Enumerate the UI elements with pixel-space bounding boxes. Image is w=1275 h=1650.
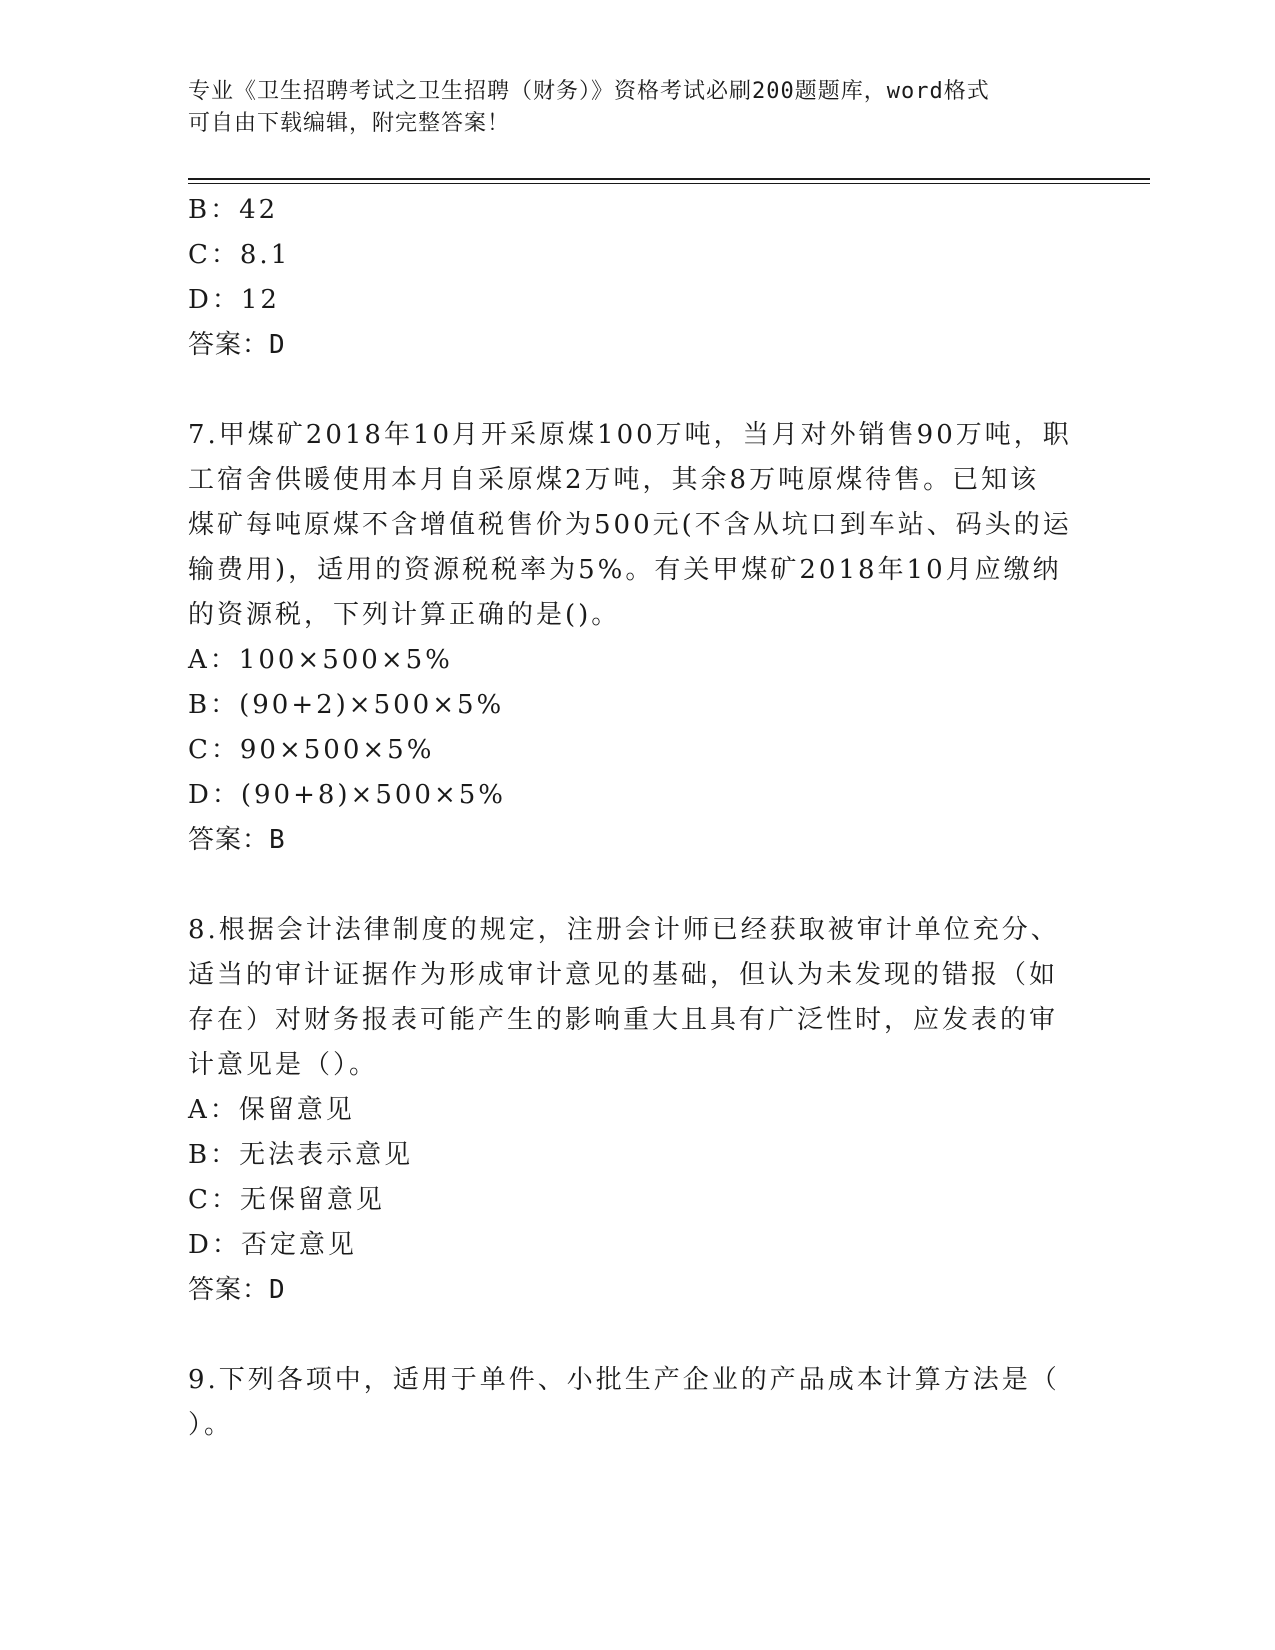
header-divider-thick — [188, 178, 1150, 180]
option-d: D：(90+8)×500×5% — [188, 780, 506, 810]
question-text-line: 8.根据会计法律制度的规定，注册会计师已经获取被审计单位充分、 — [188, 915, 1060, 945]
spacer — [188, 1313, 1088, 1358]
header-divider-thin — [188, 183, 1150, 184]
question-text-line: ）。 — [188, 1410, 234, 1440]
question-text-line: 适当的审计证据作为形成审计意见的基础，但认为未发现的错报（如 — [188, 960, 1059, 990]
question-text-line: 的资源税，下列计算正确的是()。 — [188, 600, 621, 630]
question-text-line: 计意见是（）。 — [188, 1050, 379, 1080]
prev-question — [188, 188, 1088, 368]
spacer — [188, 863, 1088, 908]
question-7 — [188, 413, 1088, 863]
header-line-2: 可自由下载编辑，附完整答案！ — [188, 111, 511, 136]
option-d: D：12 — [188, 285, 280, 315]
question-text-line: 存在）对财务报表可能产生的影响重大且具有广泛性时，应发表的审 — [188, 1005, 1059, 1035]
option-b: B：无法表示意见 — [188, 1140, 414, 1170]
question-9 — [188, 1358, 1088, 1448]
question-text-line: 9.下列各项中，适用于单件、小批生产企业的产品成本计算方法是（ — [188, 1365, 1060, 1395]
option-c: C：90×500×5% — [188, 735, 435, 765]
question-text-line: 7.甲煤矿2018年10月开采原煤100万吨，当月对外销售90万吨，职 — [188, 420, 1072, 450]
question-text-line: 煤矿每吨原煤不含增值税售价为500元(不含从坑口到车站、码头的运 — [188, 510, 1072, 540]
question-text-line: 工宿舍供暖使用本月自采原煤2万吨，其余8万吨原煤待售。已知该 — [188, 465, 1040, 495]
spacer — [188, 368, 1088, 413]
question-text-line: 输费用)，适用的资源税税率为5%。有关甲煤矿2018年10月应缴纳 — [188, 555, 1062, 585]
option-d: D：否定意见 — [188, 1230, 357, 1260]
document-header — [188, 76, 1068, 140]
answer-line: 答案：B — [188, 825, 286, 855]
answer-line: 答案：D — [188, 330, 286, 360]
question-8 — [188, 908, 1088, 1313]
option-a: A：保留意见 — [188, 1095, 355, 1125]
option-b: B：42 — [188, 195, 279, 225]
option-a: A：100×500×5% — [188, 645, 453, 675]
header-line-1: 专业《卫生招聘考试之卫生招聘（财务）》资格考试必刷200题题库，word格式 — [188, 79, 990, 104]
option-c: C：8.1 — [188, 240, 291, 270]
answer-line: 答案：D — [188, 1275, 286, 1305]
question-content — [188, 188, 1088, 1448]
option-b: B：(90+2)×500×5% — [188, 690, 505, 720]
option-c: C：无保留意见 — [188, 1185, 385, 1215]
